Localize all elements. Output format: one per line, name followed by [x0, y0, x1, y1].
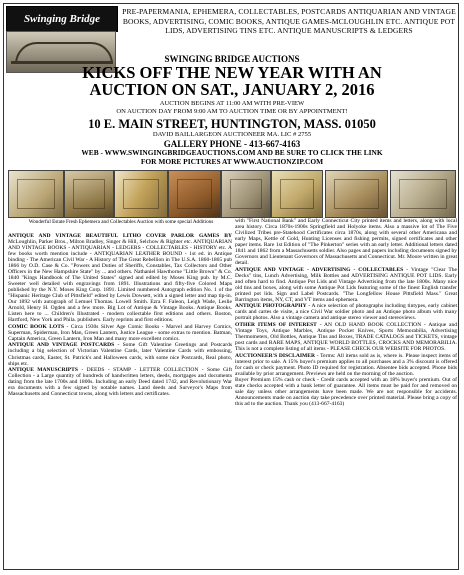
auction-time	[4, 100, 459, 116]
paragraph: ANTIQUE AND VINTAGE POSTCARDS - Some Gift Valentine Greetings and Postcards including a big selection of Victorian Valentine Cards, later Valentine Cards with embossing, Christmas cards, Easter, St. Patrick's and Halloween cards, with some nice Postcards, Real photo, ships etc.	[8, 342, 232, 367]
gallery-phone: GALLERY PHONE - 413-667-4163	[163, 139, 301, 149]
auctioneer-license: DAVID BAILLARGEON AUCTIONEER MA. LIC # 2755	[152, 131, 312, 138]
auction-flyer	[3, 3, 459, 570]
right-column	[235, 218, 457, 408]
photo-3	[114, 170, 168, 218]
address: 10 E. MAIN STREET, HUNTINGTON, MASS. 01050	[88, 117, 376, 131]
photo-7	[325, 170, 388, 218]
paragraph: ANTIQUE AND VINTAGE BEAUTIFUL LITHO COVER PARLOR GAMES BY McLoughlin, Parker Bros., Milton Bradley, Singer & Hill, Selchow & Righter etc. ANTIQUARIAN AND VINTAGE BOOKS - ANTIQUARIAN - LEDGERS - COLLECTABLES - HISTORY etc. A few books worth mention include - ANTIQUARIAN LEATHER BOUND - 1st ed. in Antique binding - The American Civil War - A History of The Great Rebellion in The U.S.A. 1860-1865 pub 1866 by O.D. Case & Co. "Powers and Duties of Sheriffs, Constables, Tax Collectors and Other Officers in the New Hampshire State" by ... and others. Nathaniel Hawthorne "Little Brown" & Co. 1840 "Kings Handbook of The United States" signed and edited by Moses King pub. by M.C. Sweeter well detailed with engravings from 1891. Illustrations and fifty-five Colored Maps published by the N.Y. Moses King Corp. 1891. Limited numbered Autograph edition No. 1 of the "Hispanic Heritage Club of Pittsfield" edited by Lewis Dowsett, with a signed letter and map tip-in. Our 1892 with autograph of Lemuel Thomas. Lowell Smith. Ezra F. Faleon, Leigh Wade, Leslie Arnold, Henry H. Ogden and a few more. Big Lot of Antique & Vintage Books. Antique Books. Listen here to ... Children's Illustrated - modern collectable first editions and others. Boston, Hartford, New York and Phila. publishers. Early reprints and first editions.	[8, 233, 232, 324]
website-line-2[interactable]: FOR MORE PICTURES AT WWW.AUCTIONZIP.COM	[140, 156, 324, 166]
paragraph: Buyer Premium 15% cash or check - Credit cards accepted with an 18% buyer's premium. Out of state checks accepted with a bank letter of guarantee. All items must be paid for and removed on sale day unless other arrangements have been made. We are not responsible for accidents. Announcements made on auction day take precedence over printed material. Please bring a copy of this ad to the auction. Thank you (413-667-4163)	[235, 377, 457, 408]
photo-2	[64, 170, 114, 218]
headline-line-1: KICKS OFF THE NEW YEAR WITH AN	[82, 63, 382, 82]
auction-time-line-1: AUCTION BEGINS AT 11:00 AM WITH PRE-VIEW	[159, 100, 305, 107]
paragraph: AUCTIONEER'S DISCLAIMER - Terms: All items sold as is, where is. Please inspect items of interest prior to sale. A 15% buyer's premium applies to all purchases and a 3% discount is offered for cash or check payment. Photo ID required for registration. Absentee bids accepted. Phone bids available by prior arrangement. Previews are held on the morning of the auction.	[235, 352, 457, 377]
photo-4	[168, 170, 221, 218]
photo-6	[271, 170, 323, 218]
logo-text: Swinging Bridge	[6, 6, 118, 32]
paragraph: ANTIQUE AND VINTAGE - ADVERTISING - COLLECTABLES - Vintage "Clear The Decks" tins, Lunch Advertising, Milk Bottles and ADVERTISING ANTIQUE POT LIDS. Early and often hard to find. Antique Pot Lids and Vintage Advertising from the late 1800s. Many nice old tins and boxes, along with some Antique Pot Lids featuring some of the finest English transfer printed pot lids. Sign and Label Postcards. "The Longfellow House Pittsfield Mass." Great Barrington items, NY, CT, and VT items and ephemera.	[235, 266, 457, 303]
organization-name: SWINGING BRIDGE AUCTIONS	[164, 54, 300, 64]
paragraph: OTHER ITEMS OF INTEREST - AN OLD HAND BOOK COLLECTION - Antique and Vintage Toys, Antique Marbles, Antique Pocket Knives, Sports Memorabilia, Advertising Thermometers, Old Bottles, Antique Tins and Boxes, TRADE CATALOGS and TICKETS, vintage post cards and RARE MAPS, ANTIQUE WORLD BOTTLES, CROCKS AND MEMORABILIA. This is not a complete listing of all items - PLEASE CHECK OUR WEBSITE FOR PHOTOS.	[235, 322, 458, 353]
photo-5	[221, 170, 271, 218]
paragraph: with "First National Bank" and Early Connecticut City printed items and letters, along with local area history. Circa 1870s-1900s Springfield and Holyoke items. Also a massive lot of The Five Civilized Tribes pre-Statehood Certificates circa 1870s, along with several other Americana and early Maps, Kettle of Gold, Hunting Licenses and fishing permits, signed certificates and other paper items. Rare 1st Edition of "The Pinkerton" series with an early letter. Additional letters dated 1841 and 1862 from a Massachusetts soldier. Also pages and papers including documents signed by Governors and Lieutenant Governors of Massachusetts and Connecticut. Mr. Moore written in great detail.	[235, 218, 457, 267]
photo-1	[8, 170, 64, 218]
left-column	[8, 233, 232, 398]
paragraph: ANTIQUE MANUSCRIPTS - DEEDS - STAMP - LETTER COLLECTION - Some Gift Collection - a Large quantity of hundreds of handwritten letters, deeds, mortgages and documents dating from the late 1700s and 1800s. Including an early Deed dated 1742, and Revolutionary War era documents with a few signed by notable names. Land deeds and Surveyor's Maps from Massachusetts and Connecticut towns, along with letters and certificates.	[8, 367, 232, 398]
photo-caption: Wonderful Estate Fresh Ephemera and Collectables Auction with some special Additions	[28, 219, 214, 225]
photo-8	[390, 170, 456, 218]
website-line-1[interactable]: WEB - WWW.SWINGINGBRIDGEAUCTIONS.COM AND BE SURE TO CLICK THE LINK	[81, 148, 383, 157]
headline	[4, 64, 459, 98]
auction-time-line-2: ON AUCTION DAY FROM 9:00 AM TO AUCTION TIME OR BY APPOINTMENT!	[116, 108, 348, 115]
category-list: PRE-PAPERMANIA, EPHEMERA, COLLECTABLES, POSTCARDS ANTIQUARIAN AND VINTAGE BOOKS, ADVERTISING, COMIC BOOKS, ANTIQUE GAMES-MCLOUGHLIN ETC. ANTIQUE POT LIDS, ADVERTISING TINS ETC. ANTIQUE MANUSCRIPTS & LEDGERS	[122, 7, 456, 36]
website-info[interactable]	[4, 149, 459, 166]
paragraph: COMIC BOOK LOTS - Circa 1930s Silver Age Comic Books - Marvel and Harvey Comics, Superman, Spiderman, Iron Man, Green Lantern, Justice League - some extras to mention. Batman, Captain America, Green Lantern, Iron Man and many more excellent comics.	[8, 323, 233, 342]
headline-line-2: AUCTION ON SAT., JANUARY 2, 2016	[89, 80, 375, 99]
paragraph: ANTIQUE PHOTOGRAPHY - A nice selection of photographs including tintypes, early cabinet cards and cartes de visite, a nice Civil War soldier photo and an Antique photo album with many portrait photos. Also a vintage camera and antique stereo viewer and stereoviews.	[235, 303, 457, 322]
